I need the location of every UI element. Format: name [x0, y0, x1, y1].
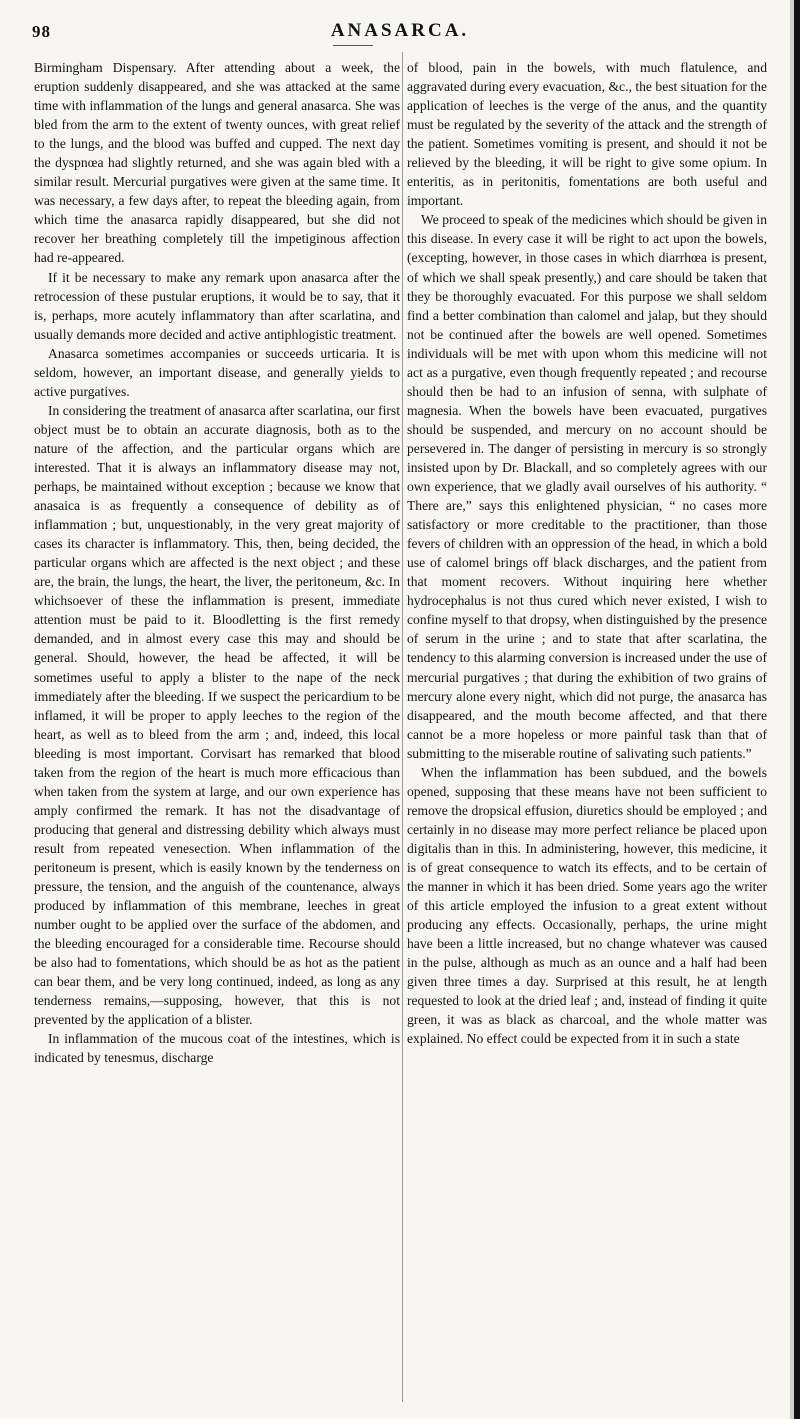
- paragraph: Anasarca sometimes accompanies or succeeds urticaria. It is seldom, however, an important disease, and generally yields to active purgatives.: [34, 345, 400, 399]
- running-title: ANASARCA.: [330, 20, 470, 41]
- right-column: [407, 58, 767, 1048]
- page-number: 98: [32, 22, 51, 41]
- left-column: [34, 58, 400, 1067]
- paragraph: In inflammation of the mucous coat of the intestines, which is indicated by tenesmus, discharge: [34, 1031, 400, 1066]
- scan-edge: [794, 0, 800, 1419]
- paragraph: We proceed to speak of the medicines which should be given in this disease. In every case it will be right to act upon the bowels, (excepting, however, in those cases in which diarrhœa is present, of which we shall speak presently,) and care should be taken that they be thoroughly evacuated. For this purpose we shall seldom find a better combination than calomel and jalap, but they should not be continued after the bowels are well opened. Sometimes individuals will be met with upon whom this medicine will not act as a purgative, even though frequently repeated ; and recourse should then be had to an infusion of senna, with sulphate of magnesia. When the bowels have been evacuated, purgatives should be suspended, and mercury on no account should be persevered in. The danger of persisting in mercury is so strongly insisted upon by Dr. Blackall, and so completely agrees with our own experience, that we gladly avail ourselves of his authority. “ There are,” says this enlightened physician, “ no cases more satisfactory or more creditable to the practitioner, than those fevers of children with an oppression of the head, in which a bold use of calomel brings off black discharges, and the patient from that moment recovers. Without inquiring here whether hydrocephalus is not thus cured which never existed, I wish to confine myself to that dropsy, when distinguished by the presence of serum in the urine ; and to state that after scarlatina, the tendency to this alarming conversion is increased under the use of mercurial purgatives ; that during the exhibition of two grains of mercury alone every night, which did not purge, the anasarca has disappeared, and the mouth become affected, and that there cannot be a more hopeless or more painful task than that of submitting to the miserable routine of salivating such patients.”: [407, 212, 767, 761]
- paragraph: In considering the treatment of anasarca after scarlatina, our first object must be to obtain an accurate diagnosis, both as to the nature of the affection, and the particular organs which are interested. That it is always an inflammatory disease may not, perhaps, be maintained without exception ; because we know that anasaica is as frequently a consequence of debility as of inflammation ; but, unquestionably, in the very great majority of cases its character is inflammatory. This, then, being decided, the particular organs which are affected is the next object ; and these are, the brain, the lungs, the heart, the liver, the peritoneum, &c. In whichsoever of these the inflammation is present, immediate attention must be paid to it. Bloodletting is the first remedy demanded, and in almost every case this may and should be general. Should, however, the head be affected, it will be sometimes useful to apply a blister to the nape of the neck immediately after the bleeding. If we suspect the pericardium to be inflamed, it will be proper to apply leeches to the region of the heart, as well as to bleed from the arm ; and, indeed, this local bleeding is most important. Corvisart has remarked that blood taken from the region of the heart is much more efficacious than when taken from the system at large, and our own experience has amply confirmed the remark. It has not the disadvantage of producing that general and distressing debility which always must result from repeated venesection. When inflammation of the peritoneum is present, which is easily known by the tenderness on pressure, the tension, and the anguish of the countenance, always produced by inflammation of this membrane, leeches in great number ought to be applied over the surface of the abdomen, and the bleeding encouraged for a considerable time. Recourse should be also had to fomentations, which should be as hot as the patient can bear them, and be very long continued, indeed, as long as any tenderness remains,—supposing, however, that this is not prevented by the application of a blister.: [34, 402, 400, 1028]
- paragraph: When the inflammation has been subdued, and the bowels opened, supposing that these means have not been sufficient to remove the dropsical effusion, diuretics should be employed ; and certainly in no disease may more perfect reliance be placed upon digitalis than in this. In administering, however, this medicine, it is of great consequence to watch its effects, and to be certain of the manner in which it has been dried. Some years ago the writer of this article employed the infusion to a great extent without producing any effects. Occasionally, perhaps, the urine might have been a little increased, but no change whatever was caused in the pulse, although as much as an ounce and a half had been given three times a day. Surprised at this result, he at length requested to look at the dried leaf ; and, instead of finding it quite green, it was as black as charcoal, and the whole matter was explained. No effect could be expected from it in such a state: [407, 764, 767, 1047]
- paragraph: If it be necessary to make any remark upon anasarca after the retrocession of these pustular eruptions, it would be to say, that it is, perhaps, more acutely inflammatory than after scarlatina, and usually demands more decided and active antiphlogistic treatment.: [34, 269, 400, 342]
- header-ornament-rule: [333, 45, 373, 46]
- paragraph: Birmingham Dispensary. After attending about a week, the eruption suddenly disappeared, and she was attacked at the same time with inflammation of the lungs and general anasarca. She was bled from the arm to the extent of twenty ounces, with great relief to the lungs, and the blood was buffed and cupped. The next day the dyspnœa had slightly returned, and she was again bled with a similar result. Mercurial purgatives were given at the same time. It was necessary, a few days after, to repeat the bleeding again, from which time the anasarca rapidly disappeared, but she did not recover her breathing completely till the impetiginous affection had re-appeared.: [34, 60, 400, 266]
- column-divider: [402, 52, 403, 1402]
- paragraph: of blood, pain in the bowels, with much flatulence, and aggravated during every evacuation, &c., the best situation for the application of leeches is the verge of the anus, and the quantity must be regulated by the severity of the attack and the strength of the patient. Sometimes vomiting is present, and should it not be relieved by the bleeding, it will be right to give some opium. In enteritis, as in peritonitis, fomentations are both useful and important.: [407, 60, 767, 209]
